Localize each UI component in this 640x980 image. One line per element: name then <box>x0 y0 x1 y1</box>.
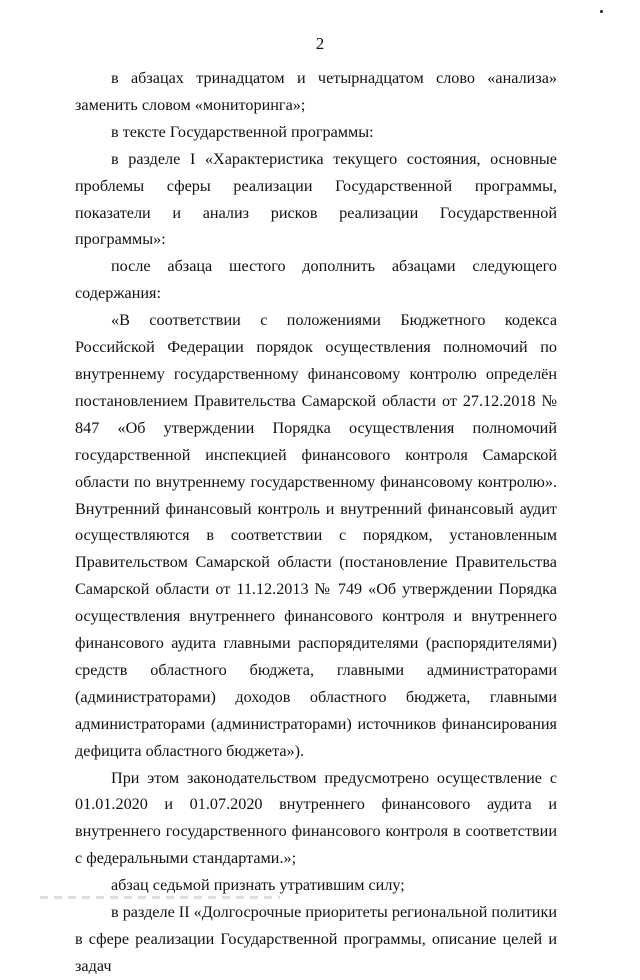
paragraph-1: в абзацах тринадцатом и четырнадцатом слово «анализа» заменить словом «мониторинга»; <box>75 69 557 114</box>
paragraph-8: в разделе II «Долгосрочные приоритеты региональной политики в сфере реализации Государственной программы, описание целей и задач <box>75 903 557 975</box>
paragraph-5: «В соответствии с положениями Бюджетного кодекса Российской Федерации порядок осуществления полномочий по внутреннему государственному финансовому контролю определён постановлением Правительства Самарской области от 27.12.2018 № 847 «Об утверждении Порядка осуществления полномочий государственной инспекцией финансового контроля Самарской области по внутреннему государственному финансовому контролю». Внутренний финансовый контроль и внутренний финансовый аудит осуществляются в соответствии с порядком, установленным Правительством Самарской области (постановление Правительства Самарской области от 11.12.2013 № 749 «Об утверждении Порядка осуществления внутреннего финансового контроля и внутреннего финансового аудита главными распорядителями (распорядителями) средств областного бюджета, главными администраторами (администраторами) доходов областного бюджета, главными администраторами (администраторами) источников финансирования дефицита областного бюджета»). <box>75 311 557 760</box>
paragraph-7: абзац седьмой признать утратившим силу; <box>111 876 405 895</box>
scan-artifact-strip <box>40 896 280 899</box>
paragraph-2: в тексте Государственной программы: <box>111 122 374 141</box>
scan-speck <box>600 10 603 13</box>
document-body <box>75 65 557 980</box>
paragraph-4: после абзаца шестого дополнить абзацами следующего содержания: <box>75 257 557 303</box>
page-number: 2 <box>315 34 325 53</box>
paragraph-6: При этом законодательством предусмотрено осуществление с 01.01.2020 и 01.07.2020 внутреннего финансового аудита и внутреннего государственного финансового контроля в соответствии с федеральными стандартами.»; <box>75 768 557 868</box>
paragraph-3: в разделе I «Характеристика текущего состояния, основные проблемы сферы реализации Государственной программы, показатели и анализ рисков реализации Государственной программы»: <box>75 149 557 249</box>
